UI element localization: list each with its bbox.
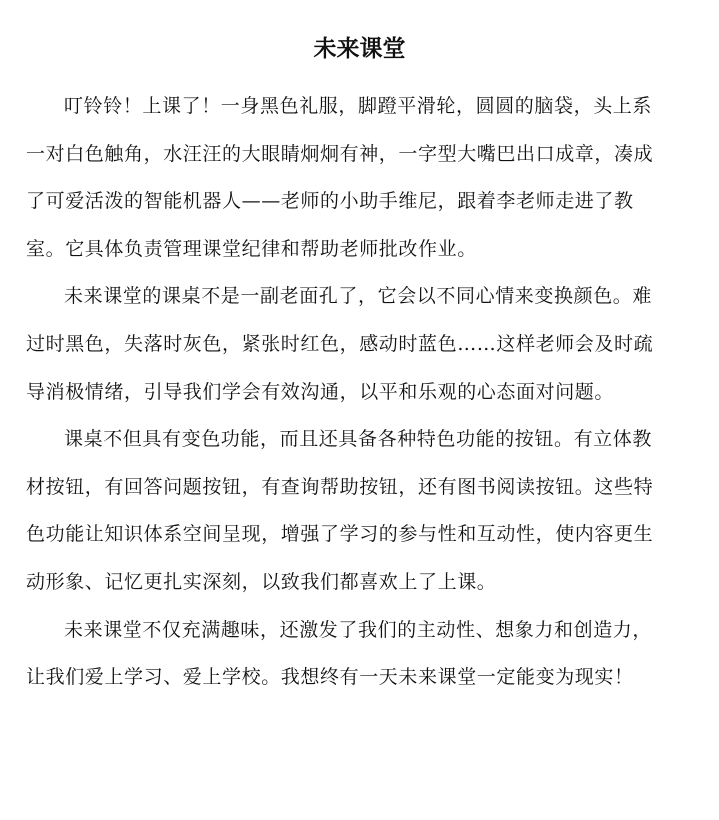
paragraph-2: 未来课堂的课桌不是一副老面孔了，它会以不同心情来变换颜色。难过时黑色，失落时灰色，紧张时红色，感动时蓝色……这样老师会及时疏导消极情绪，引导我们学会有效沟通，以平和乐观的心态面对问题。 — [26, 285, 654, 403]
paragraph-4: 未来课堂不仅充满趣味，还激发了我们的主动性、想象力和创造力，让我们爱上学习、爱上学校。我想终有一天未来课堂一定能变为现实！ — [26, 618, 653, 689]
paragraph-1: 叮铃铃！上课了！一身黑色礼服，脚蹬平滑轮，圆圆的脑袋，头上系一对白色触角，水汪汪的大眼睛炯炯有神，一字型大嘴巴出口成章，凑成了可爱活泼的智能机器人——老师的小助手维尼，跟着李老师走进了教室。它具体负责管理课堂纪律和帮助老师批改作业。 — [26, 95, 654, 260]
essay-body — [26, 83, 666, 702]
paragraph-3: 课桌不但具有变色功能，而且还具备各种特色功能的按钮。有立体教材按钮，有回答问题按钮，有查询帮助按钮，还有图书阅读按钮。这些特色功能让知识体系空间呈现，增强了学习的参与性和互动性，使内容更生动形象、记忆更扎实深刻，以致我们都喜欢上了上课。 — [26, 428, 654, 593]
essay-title: 未来课堂 — [313, 36, 406, 62]
